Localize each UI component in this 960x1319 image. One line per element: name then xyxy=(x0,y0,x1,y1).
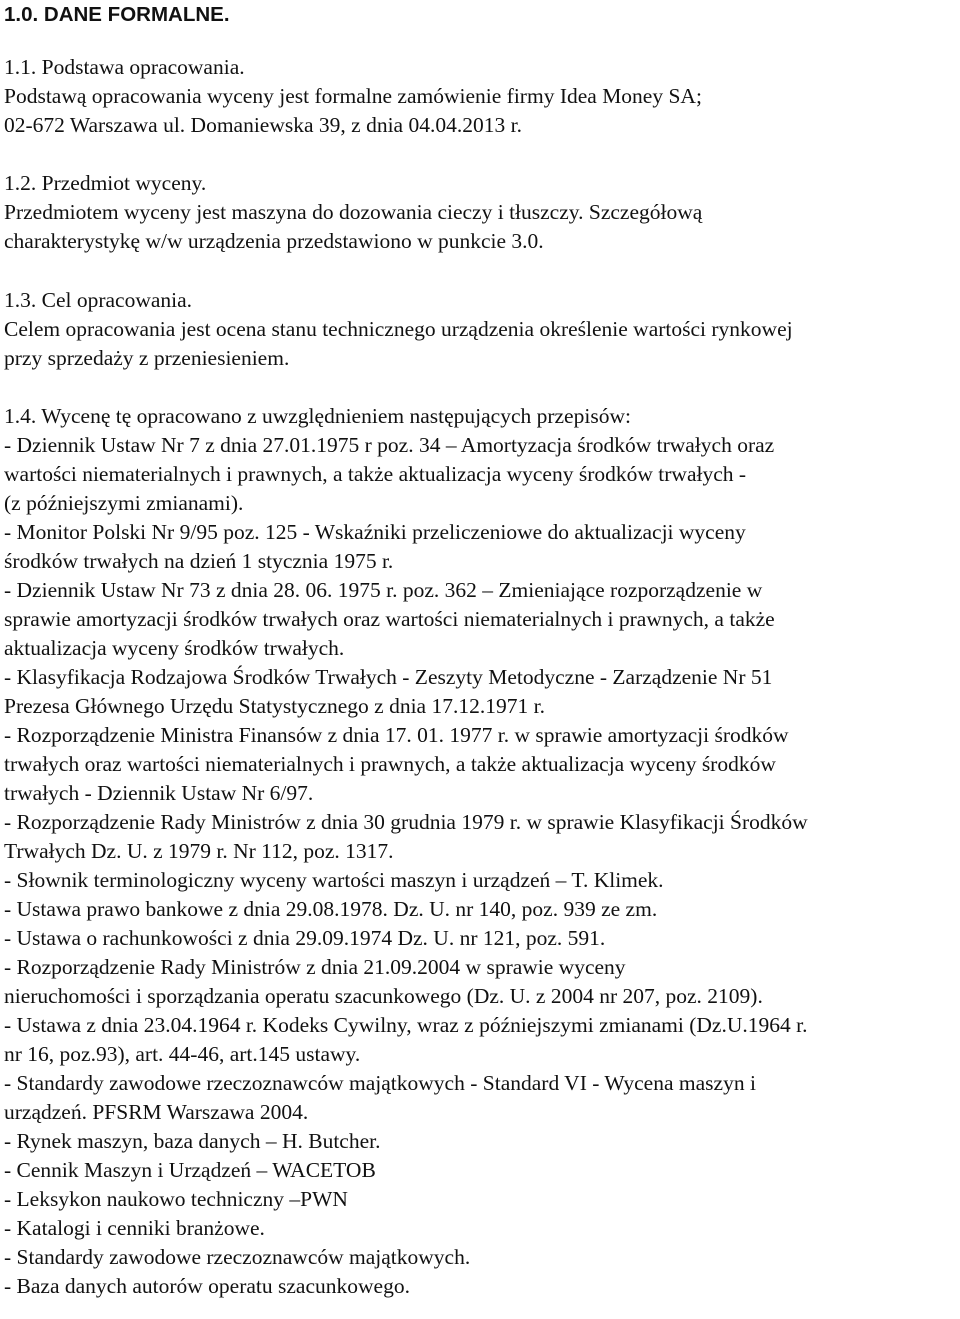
subsection-heading-1-2: 1.2. Przedmiot wyceny. xyxy=(4,171,207,195)
regulation-line: aktualizacja wyceny środków trwałych. xyxy=(4,636,345,660)
regulation-line: - Ustawa prawo bankowe z dnia 29.08.1978. Dz. U. nr 140, poz. 939 ze zm. xyxy=(4,897,658,921)
regulation-line: Prezesa Głównego Urzędu Statystycznego z dnia 17.12.1971 r. xyxy=(4,694,545,718)
regulation-line: - Ustawa z dnia 23.04.1964 r. Kodeks Cywilny, wraz z późniejszymi zmianami (Dz.U.1964 r. xyxy=(4,1013,808,1037)
regulation-line: - Cennik Maszyn i Urządzeń – WACETOB xyxy=(4,1158,376,1182)
regulation-line: - Słownik terminologiczny wyceny wartości maszyn i urządzeń – T. Klimek. xyxy=(4,868,664,892)
regulation-line: trwałych - Dziennik Ustaw Nr 6/97. xyxy=(4,781,314,805)
regulation-line: Trwałych Dz. U. z 1979 r. Nr 112, poz. 1317. xyxy=(4,839,394,863)
regulation-line: - Standardy zawodowe rzeczoznawców majątkowych - Standard VI - Wycena maszyn i xyxy=(4,1071,756,1095)
regulation-line: - Baza danych autorów operatu szacunkowego. xyxy=(4,1274,410,1298)
regulation-line: - Katalogi i cenniki branżowe. xyxy=(4,1216,265,1240)
text-line: Podstawą opracowania wyceny jest formalne zamówienie firmy Idea Money SA; xyxy=(4,84,702,108)
regulation-line: - Ustawa o rachunkowości z dnia 29.09.1974 Dz. U. nr 121, poz. 591. xyxy=(4,926,606,950)
regulation-line: - Rynek maszyn, baza danych – H. Butcher. xyxy=(4,1129,381,1153)
regulation-line: - Rozporządzenie Rady Ministrów z dnia 30 grudnia 1979 r. w sprawie Klasyfikacji Środków xyxy=(4,810,808,834)
subsection-heading-1-4: 1.4. Wycenę tę opracowano z uwzględnieniem następujących przepisów: xyxy=(4,404,631,428)
regulation-line: wartości niematerialnych i prawnych, a także aktualizacja wyceny środków trwałych - xyxy=(4,462,747,486)
regulation-line: - Dziennik Ustaw Nr 7 z dnia 27.01.1975 r poz. 34 – Amortyzacja środków trwałych oraz xyxy=(4,433,775,457)
subsection-heading-1-3: 1.3. Cel opracowania. xyxy=(4,288,193,312)
text-line: 02-672 Warszawa ul. Domaniewska 39, z dnia 04.04.2013 r. xyxy=(4,113,522,137)
text-line: przy sprzedaży z przeniesieniem. xyxy=(4,346,290,370)
regulation-line: - Rozporządzenie Rady Ministrów z dnia 21.09.2004 w sprawie wyceny xyxy=(4,955,626,979)
regulation-line: - Standardy zawodowe rzeczoznawców majątkowych. xyxy=(4,1245,471,1269)
section-title: 1.0. DANE FORMALNE. xyxy=(4,3,230,26)
regulation-line: - Monitor Polski Nr 9/95 poz. 125 - Wskaźniki przeliczeniowe do aktualizacji wyceny xyxy=(4,520,746,544)
regulation-line: urządzeń. PFSRM Warszawa 2004. xyxy=(4,1100,309,1124)
regulation-line: - Leksykon naukowo techniczny –PWN xyxy=(4,1187,348,1211)
regulation-line: trwałych oraz wartości niematerialnych i prawnych, a także aktualizacja wyceny środków xyxy=(4,752,776,776)
regulation-line: środków trwałych na dzień 1 stycznia 1975 r. xyxy=(4,549,394,573)
regulation-line: - Dziennik Ustaw Nr 73 z dnia 28. 06. 1975 r. poz. 362 – Zmieniające rozporządzenie w xyxy=(4,578,763,602)
regulation-line: - Klasyfikacja Rodzajowa Środków Trwałych - Zeszyty Metodyczne - Zarządzenie Nr 51 xyxy=(4,665,773,689)
text-line: charakterystykę w/w urządzenia przedstawiono w punkcie 3.0. xyxy=(4,229,544,253)
text-line: Przedmiotem wyceny jest maszyna do dozowania cieczy i tłuszczy. Szczegółową xyxy=(4,200,703,224)
regulation-line: nr 16, poz.93), art. 44-46, art.145 ustawy. xyxy=(4,1042,361,1066)
subsection-heading-1-1: 1.1. Podstawa opracowania. xyxy=(4,55,245,79)
regulation-line: nieruchomości i sporządzania operatu szacunkowego (Dz. U. z 2004 nr 207, poz. 2109). xyxy=(4,984,763,1008)
regulation-line: sprawie amortyzacji środków trwałych oraz wartości niematerialnych i prawnych, a także xyxy=(4,607,775,631)
text-line: Celem opracowania jest ocena stanu technicznego urządzenia określenie wartości rynkowej xyxy=(4,317,793,341)
regulation-line: - Rozporządzenie Ministra Finansów z dnia 17. 01. 1977 r. w sprawie amortyzacji środków xyxy=(4,723,789,747)
regulation-line: (z późniejszymi zmianami). xyxy=(4,491,244,515)
